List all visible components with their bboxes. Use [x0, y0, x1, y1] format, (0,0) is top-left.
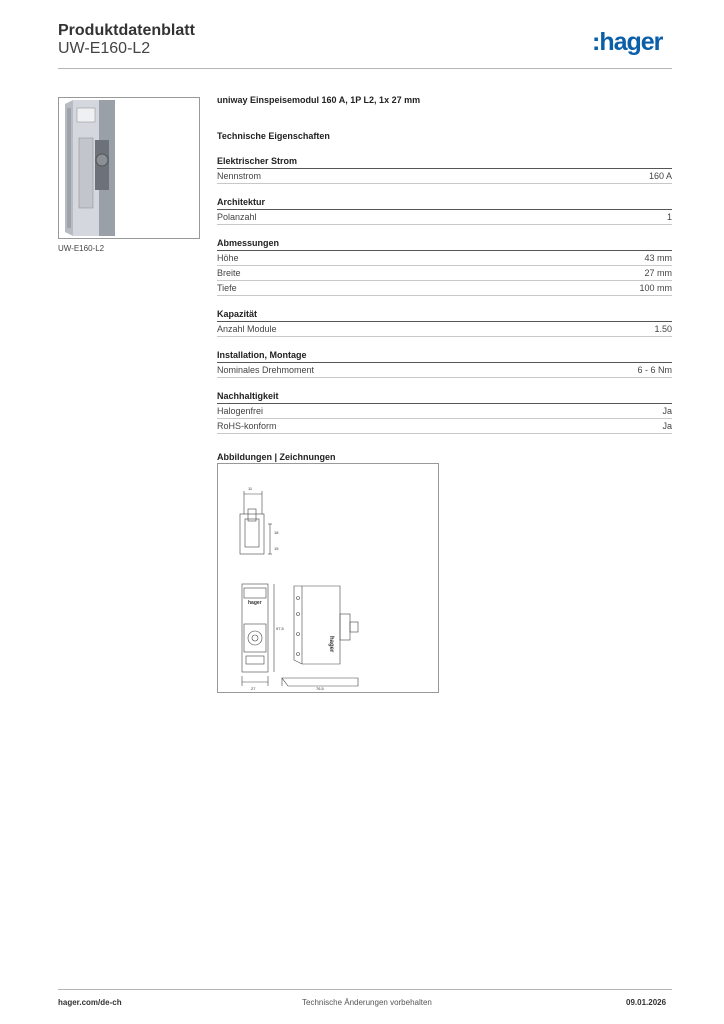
- spec-group: [217, 156, 672, 184]
- spec-label: Polanzahl: [217, 212, 257, 222]
- hager-logo: :hager: [592, 28, 663, 56]
- document-title: Produktdatenblatt: [58, 22, 195, 39]
- technical-drawing: [217, 463, 439, 693]
- spec-value: Ja: [662, 421, 672, 431]
- spec-row: [217, 169, 672, 184]
- front-view-brand-label: hager: [248, 600, 262, 606]
- spec-group: [217, 350, 672, 378]
- spec-value: Ja: [662, 406, 672, 416]
- dimension-depth: 76,5: [316, 686, 324, 691]
- footer-note: Technische Änderungen vorbehalten: [302, 998, 432, 1007]
- product-image-caption: UW-E160-L2: [58, 244, 105, 253]
- spec-group-title: Kapazität: [217, 309, 672, 322]
- footer-divider: [58, 989, 672, 990]
- footer-date: 09.01.2026: [626, 998, 667, 1007]
- spec-row: [217, 281, 672, 296]
- spec-label: Anzahl Module: [217, 324, 277, 334]
- spec-label: Halogenfrei: [217, 406, 264, 416]
- spec-value: 160 A: [648, 171, 672, 181]
- spec-label: Nennstrom: [217, 171, 262, 181]
- footer-website-link[interactable]: hager.com/de-ch: [58, 998, 122, 1007]
- spec-value: 6 - 6 Nm: [637, 365, 672, 375]
- dimension-top-width: 11: [248, 486, 253, 491]
- spec-label: Tiefe: [217, 283, 237, 293]
- spec-value: 43 mm: [644, 253, 672, 263]
- specs-section-title: Technische Eigenschaften: [217, 131, 330, 141]
- spec-row: [217, 363, 672, 378]
- spec-value: 1: [666, 212, 672, 222]
- spec-label: Nominales Drehmoment: [217, 365, 315, 375]
- spec-row: [217, 419, 672, 434]
- spec-content: [217, 95, 672, 462]
- spec-group: [217, 238, 672, 296]
- spec-group-title: Installation, Montage: [217, 350, 672, 363]
- spec-value: 100 mm: [639, 283, 672, 293]
- spec-group-title: Nachhaltigkeit: [217, 391, 672, 404]
- spec-label: Breite: [217, 268, 241, 278]
- spec-label: RoHS-konform: [217, 421, 277, 431]
- side-view-brand-label: hager: [328, 636, 334, 653]
- spec-group: [217, 391, 672, 434]
- spec-row: [217, 266, 672, 281]
- spec-group-title: Architektur: [217, 197, 672, 210]
- drawings-section-title: Abbildungen | Zeichnungen: [217, 452, 336, 462]
- spec-row: [217, 251, 672, 266]
- spec-group: [217, 197, 672, 225]
- spec-row: [217, 210, 672, 225]
- product-image: [58, 97, 200, 239]
- spec-row: [217, 404, 672, 419]
- spec-group-title: Abmessungen: [217, 238, 672, 251]
- product-name: uniway Einspeisemodul 160 A, 1P L2, 1x 27 mm: [217, 95, 421, 105]
- spec-value: 27 mm: [644, 268, 672, 278]
- spec-group: [217, 309, 672, 337]
- spec-label: Höhe: [217, 253, 239, 263]
- document-subtitle: UW-E160-L2: [58, 40, 151, 57]
- spec-group-title: Elektrischer Strom: [217, 156, 672, 169]
- dimension-height: 97,5: [276, 626, 284, 631]
- spec-row: [217, 322, 672, 337]
- dimension-side-b: 15: [274, 546, 279, 551]
- header-divider: [58, 68, 672, 69]
- dimension-bottom-width: 27: [251, 686, 256, 691]
- dimension-side-a: 18: [274, 530, 279, 535]
- spec-value: 1.50: [654, 324, 672, 334]
